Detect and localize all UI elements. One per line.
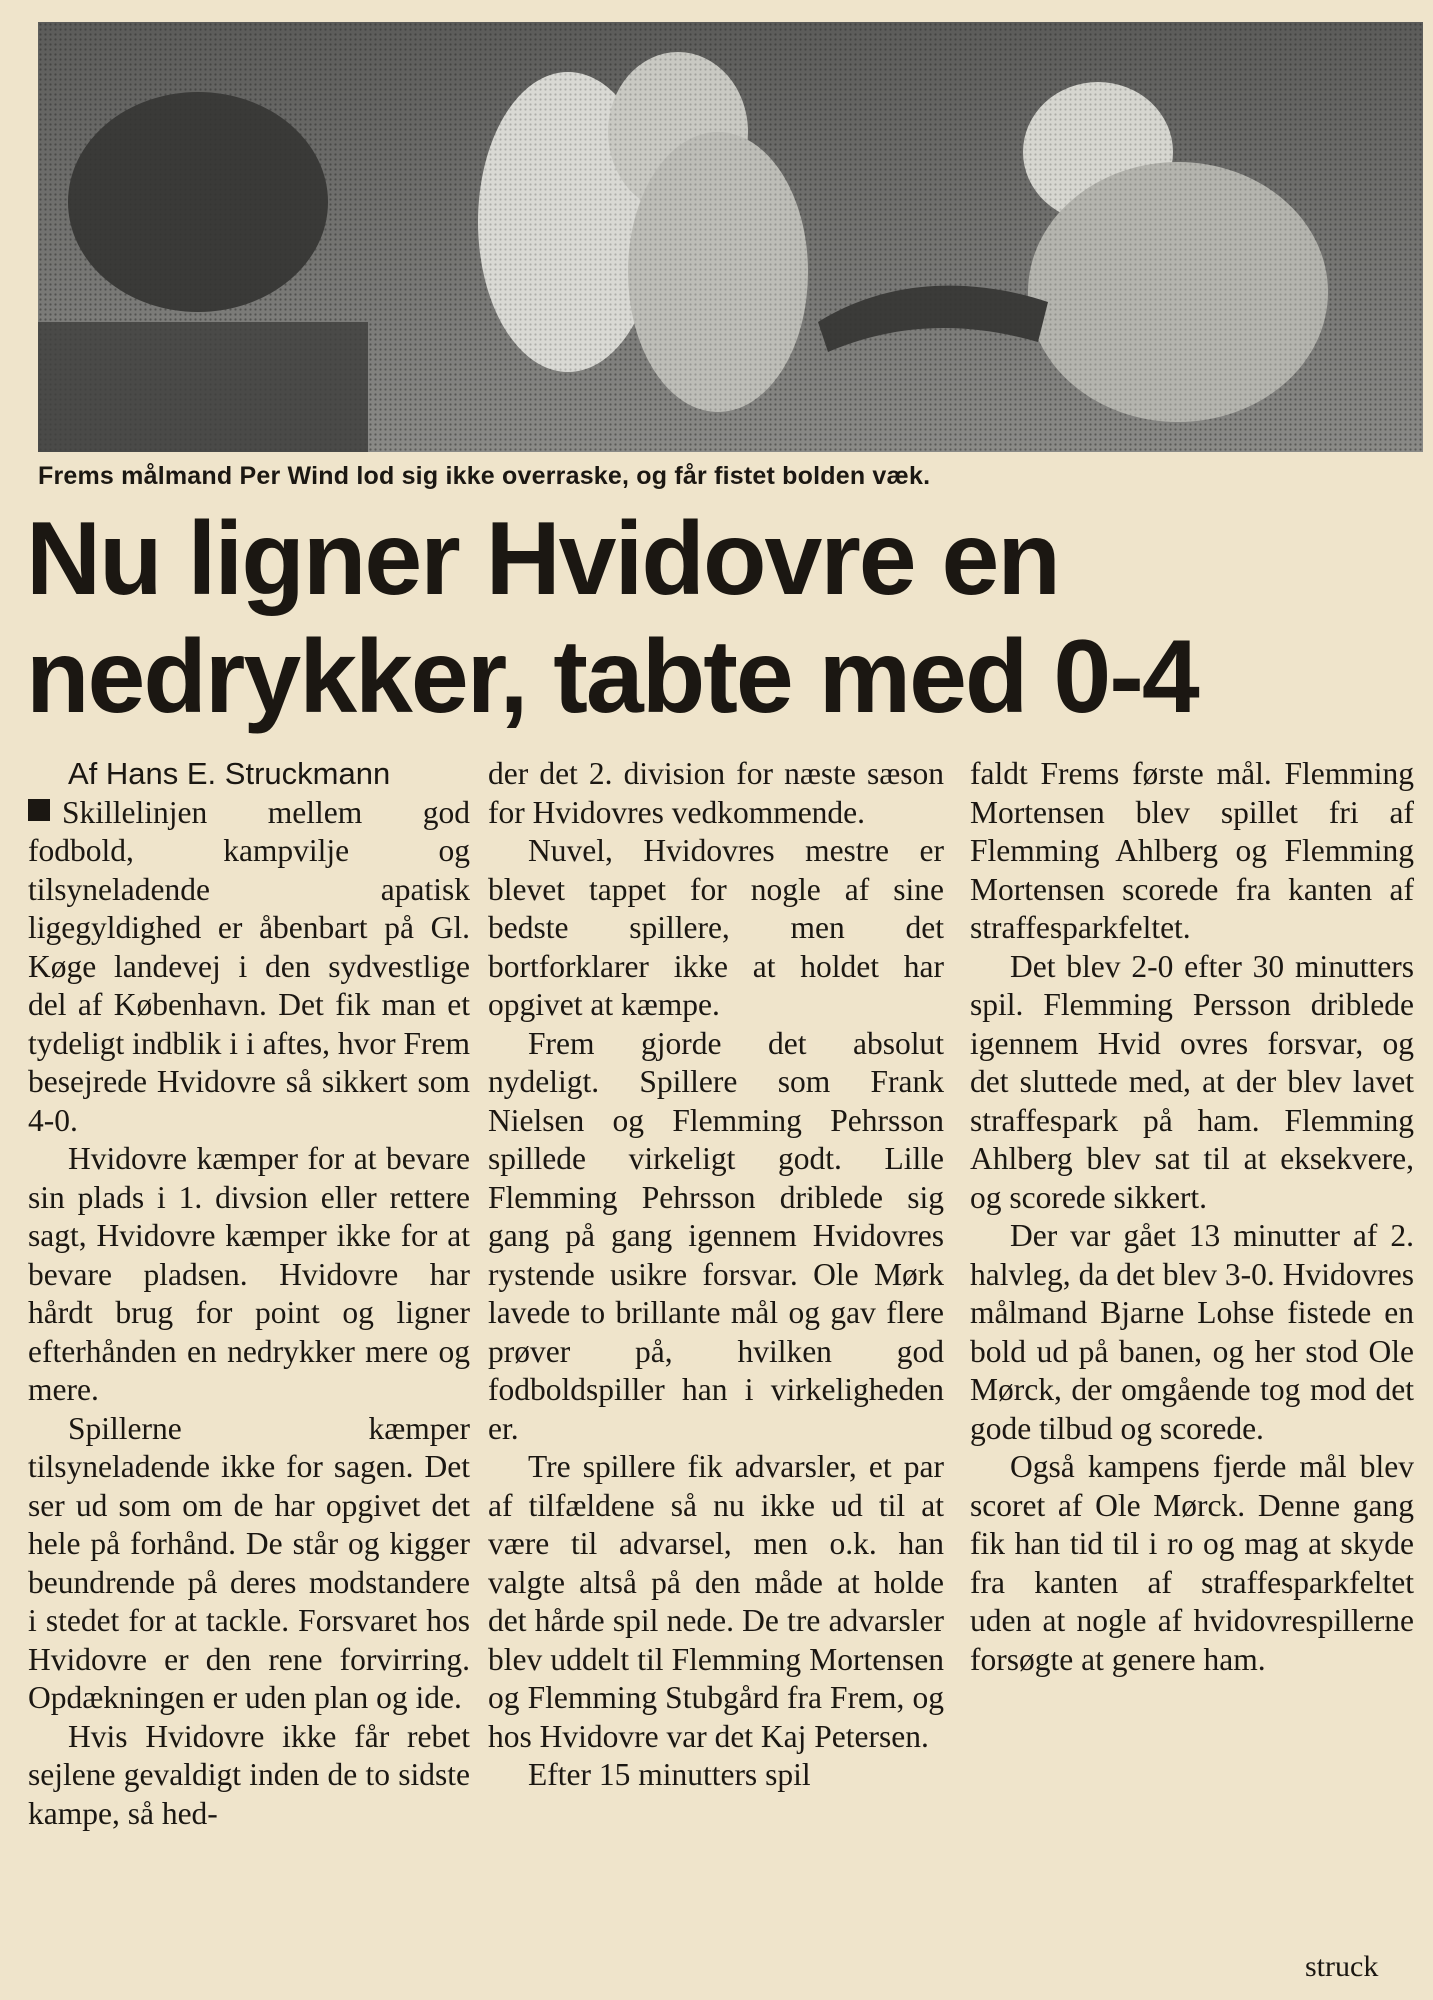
- paragraph: Efter 15 minutters spil: [528, 1757, 811, 1792]
- author-signature: struck: [1305, 1950, 1379, 1983]
- article-column-1: [28, 755, 470, 1833]
- paragraph: Tre spillere fik advarsler, et par af tilfældene så nu ikke ud til at være til advarsel, men o.k. han valgte altså på den måde at holde det hårde spil nede. De tre advarsler blev uddelt til Flemming Mortensen og Flemming Stubgård fra Frem, og hos Hvidovre var det Kaj Petersen.: [488, 1449, 944, 1754]
- headline-line-2: nedrykker, tabte med 0-4: [26, 619, 1198, 735]
- byline: Af Hans E. Struckmann: [68, 756, 391, 791]
- paragraph: Spillerne kæmper tilsyneladende ikke for sagen. Det ser ud som om de har opgivet det hele på forhånd. De står og kigger beundrende på deres modstandere i stedet for at tackle. Forsvaret hos Hvidovre er den rene forvirring. Opdækningen er uden plan og ide.: [28, 1410, 470, 1715]
- headline-line-1: Nu ligner Hvidovre en: [26, 501, 1059, 617]
- article-column-2: [488, 755, 944, 1795]
- paragraph: der det 2. division for næste sæson for Hvidovres vedkommende.: [488, 756, 944, 830]
- paragraph: Nuvel, Hvidovres mestre er blevet tappet for nogle af sine bedste spillere, men det bortforklarer ikke at holdet har opgivet at kæmpe.: [488, 833, 944, 1022]
- paragraph: Frem gjorde det absolut nydeligt. Spillere som Frank Nielsen og Flemming Pehrsson spillede virkeligt godt. Lille Flemming Pehrsson driblede sig gang på gang igennem Hvidovres rystende usikre forsvar. Ole Mørk lavede to brillante mål og gav flere prøver på, hvilken god fodboldspiller han i virkeligheden er.: [488, 1025, 944, 1446]
- paragraph-text: Skillelinjen mellem god fodbold, kampvilje og tilsyneladende apatisk ligegyldighed er åbenbart på Gl. Køge landevej i den sydvestlige del af København. Det fik man et tydeligt indblik i i aftes, hvor Frem besejrede Hvidovre så sikkert som 4-0.: [28, 794, 470, 1138]
- paragraph: faldt Frems første mål. Flemming Mortensen blev spillet fri af Flemming Ahlberg og Flemming Mortensen scorede fra kanten af straffesparkfeltet.: [970, 756, 1414, 945]
- bullet-square-icon: [28, 799, 50, 821]
- paragraph: Det blev 2-0 efter 30 minutters spil. Flemming Persson driblede igennem Hvid ovres forsvar, og det sluttede med, at der blev lavet straffespark på ham. Flemming Ahlberg blev sat til at eksekvere, og scorede sikkert.: [970, 948, 1414, 1215]
- paragraph: [28, 794, 470, 1141]
- paragraph: Hvis Hvidovre ikke får rebet sejlene gevaldigt inden de to sidste kampe, så hed-: [28, 1718, 470, 1831]
- article-column-3: [970, 755, 1414, 1679]
- photo-illustration: [38, 22, 1423, 452]
- photo-caption: Frems målmand Per Wind lod sig ikke overraske, og får fistet bolden væk.: [38, 462, 931, 490]
- headline: [26, 500, 1426, 736]
- paragraph: Hvidovre kæmper for at bevare sin plads i 1. divsion eller rettere sagt, Hvidovre kæmper ikke for at bevare pladsen. Hvidovre har hårdt brug for point og ligner efterhånden en nedrykker mere og mere.: [28, 1141, 470, 1407]
- paragraph: Også kampens fjerde mål blev scoret af Ole Mørck. Denne gang fik han tid til i ro og mag at skyde fra kanten af straffesparkfeltet uden at nogle af hvidovrespillerne forsøgte at genere ham.: [970, 1449, 1414, 1677]
- match-photo: [38, 22, 1423, 452]
- paragraph: Der var gået 13 minutter af 2. halvleg, da det blev 3-0. Hvidovres målmand Bjarne Lohse fistede en bold ud på banen, og her stod Ole Mørck, der omgående tog mod det gode tilbud og scorede.: [970, 1218, 1414, 1446]
